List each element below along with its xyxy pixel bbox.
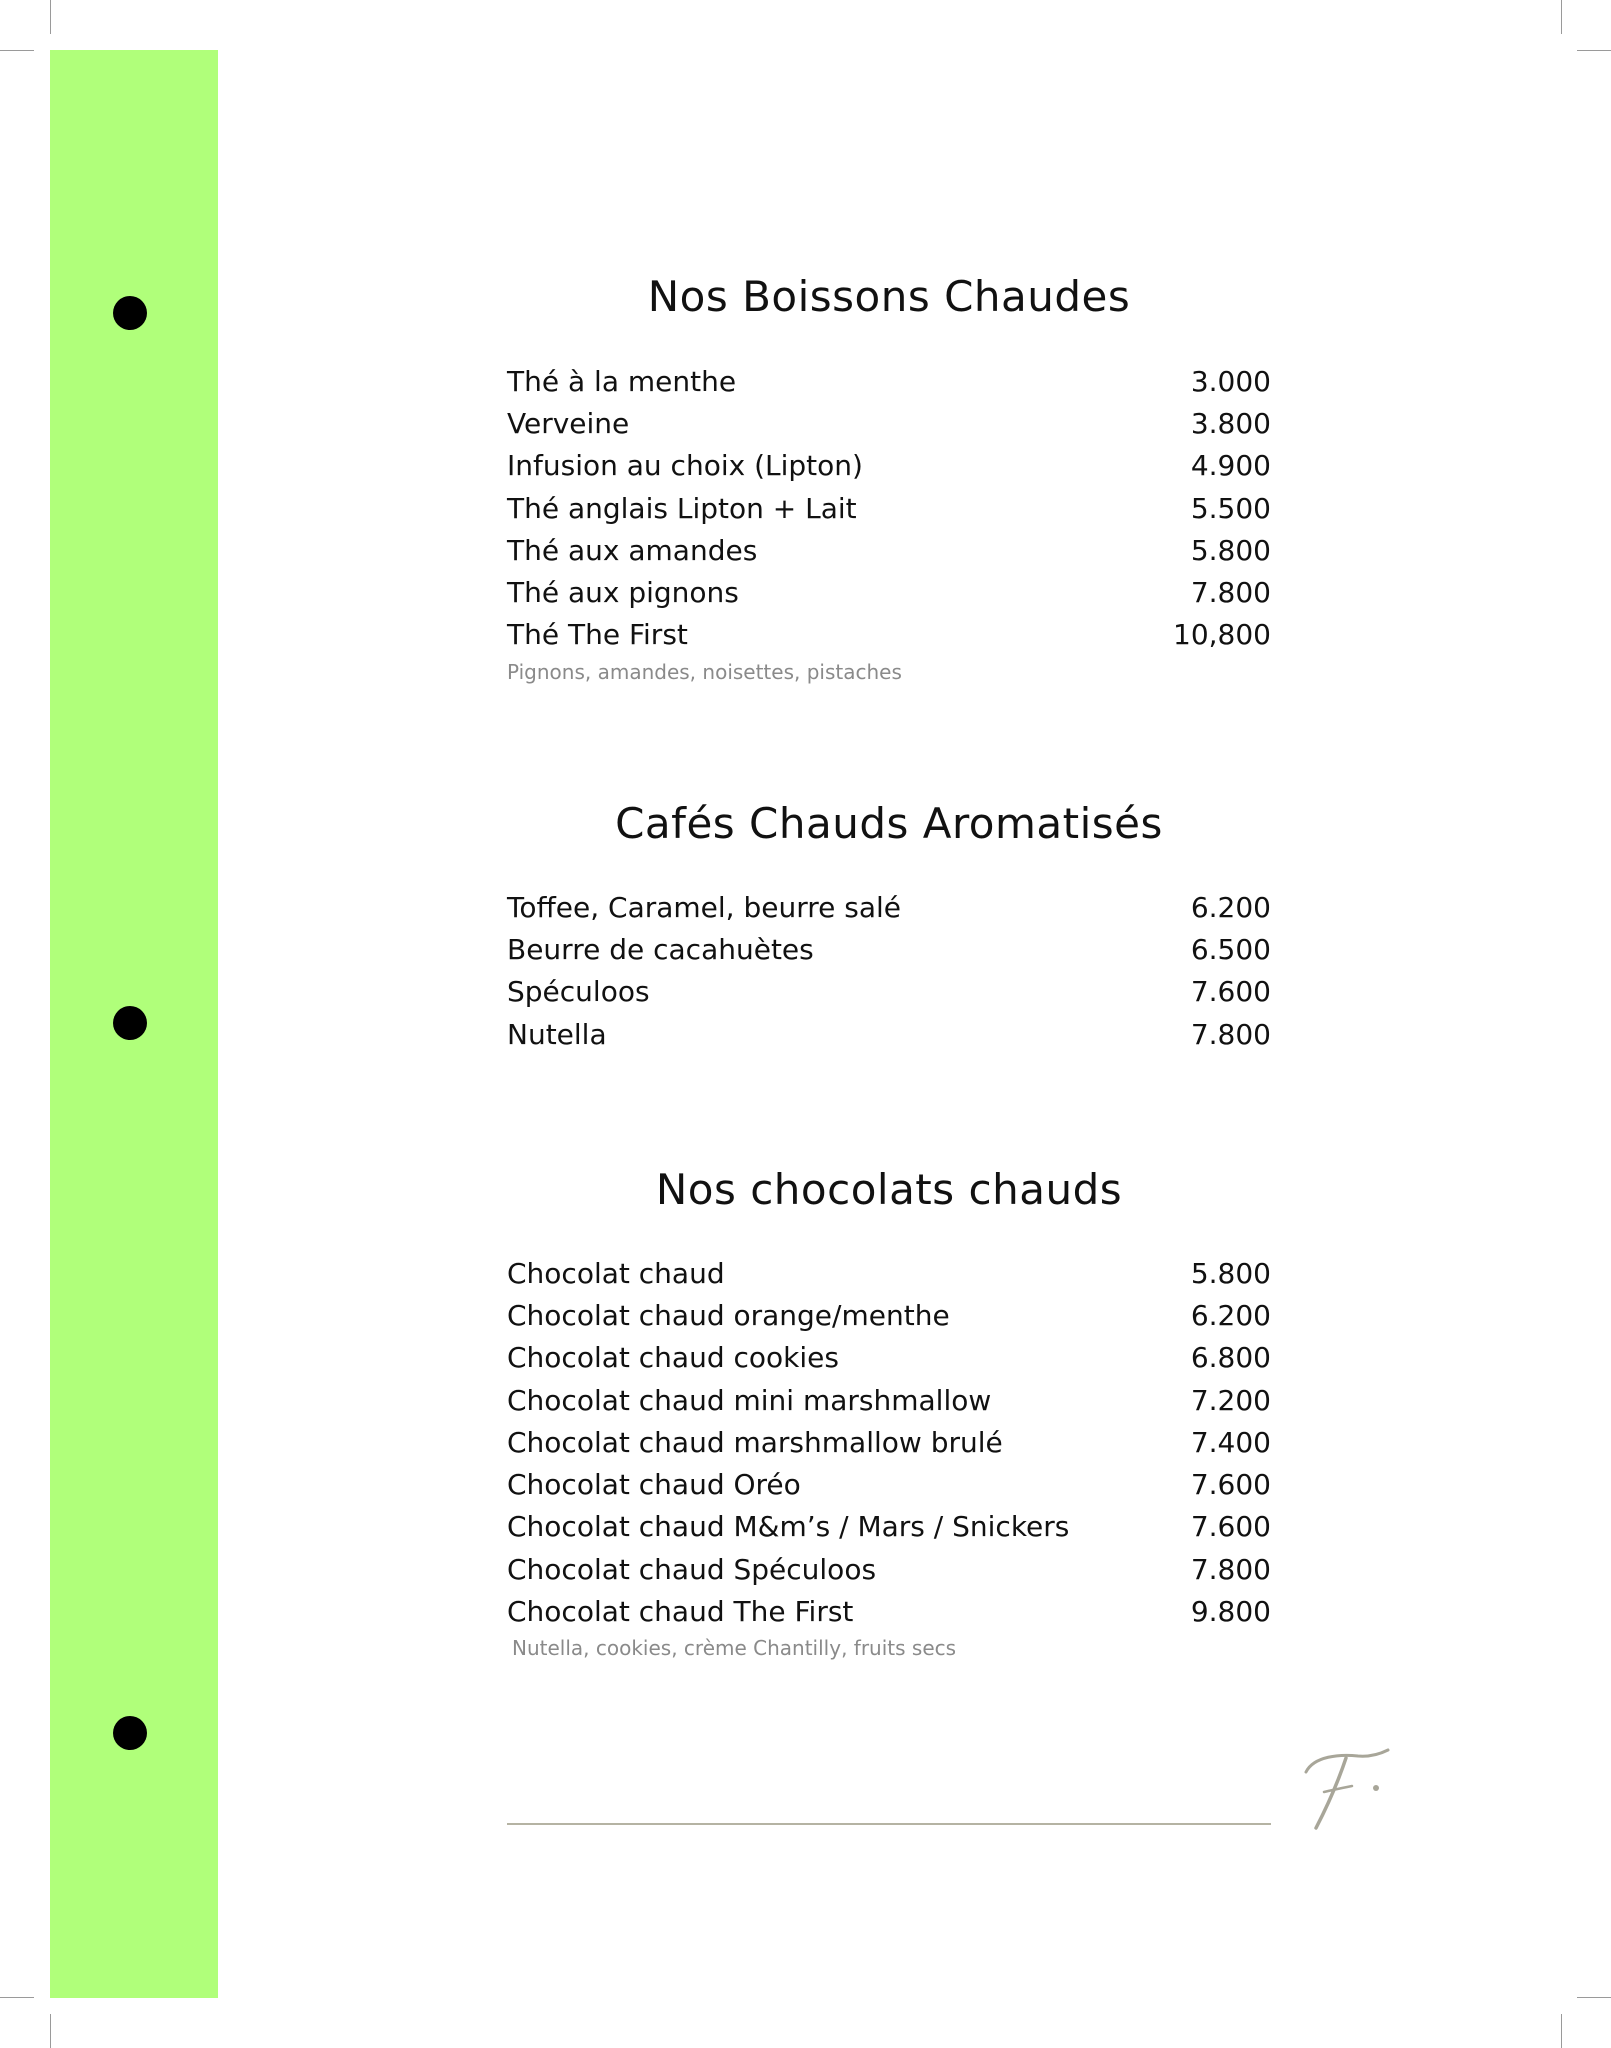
item-name: Chocolat chaud cookies xyxy=(507,1341,839,1375)
item-price: 5.500 xyxy=(1190,491,1271,525)
item-name: Thé aux pignons xyxy=(507,576,739,610)
menu-item xyxy=(507,1337,1271,1379)
item-price: 7.800 xyxy=(1190,1017,1271,1051)
menu-item xyxy=(507,1590,1271,1632)
item-price: 3.000 xyxy=(1190,364,1271,398)
item-name: Toffee, Caramel, beurre salé xyxy=(507,890,902,924)
item-price: 9.800 xyxy=(1190,1595,1271,1629)
crop-mark xyxy=(50,0,51,34)
item-name: Thé aux amandes xyxy=(507,533,758,567)
crop-mark xyxy=(0,50,34,51)
item-name: Thé The First xyxy=(507,618,688,652)
menu-list-boissons-chaudes xyxy=(507,360,1271,656)
menu-item xyxy=(507,1506,1271,1548)
menu-item xyxy=(507,1294,1271,1336)
crop-mark xyxy=(0,1997,34,1998)
item-name: Chocolat chaud mini marshmallow xyxy=(507,1383,992,1417)
crop-mark xyxy=(1561,2014,1562,2048)
item-name: Chocolat chaud M&m’s / Mars / Snickers xyxy=(507,1510,1070,1544)
item-price: 5.800 xyxy=(1190,533,1271,567)
item-price: 7.600 xyxy=(1190,975,1271,1009)
item-name: Chocolat chaud xyxy=(507,1256,725,1290)
item-name: Infusion au choix (Lipton) xyxy=(507,449,863,483)
item-price: 6.200 xyxy=(1190,1298,1271,1332)
item-name: Beurre de cacahuètes xyxy=(507,932,814,966)
menu-item xyxy=(507,886,1271,928)
menu-item xyxy=(507,1379,1271,1421)
item-price: 3.800 xyxy=(1190,406,1271,440)
item-price: 5.800 xyxy=(1190,1256,1271,1290)
item-price: 10,800 xyxy=(1173,618,1271,652)
menu-item xyxy=(507,529,1271,571)
logo-stroke-top xyxy=(1306,1750,1388,1772)
logo-stroke-stem xyxy=(1316,1758,1346,1828)
item-price: 6.500 xyxy=(1190,932,1271,966)
menu-item xyxy=(507,1013,1271,1055)
item-price: 7.400 xyxy=(1190,1425,1271,1459)
item-name: Chocolat chaud marshmallow brulé xyxy=(507,1425,1003,1459)
menu-item xyxy=(507,1548,1271,1590)
ingredients-note: Pignons, amandes, noisettes, pistaches xyxy=(507,660,902,684)
ingredients-note: Nutella, cookies, crème Chantilly, fruits secs xyxy=(512,1636,957,1660)
crop-mark xyxy=(1577,1997,1611,1998)
item-name: Nutella xyxy=(507,1017,607,1051)
section-title-boissons-chaudes: Nos Boissons Chaudes xyxy=(647,272,1131,321)
menu-item xyxy=(507,571,1271,613)
menu-item xyxy=(507,487,1271,529)
section-title-cafes-aromatises: Cafés Chauds Aromatisés xyxy=(615,799,1163,848)
item-name: Chocolat chaud The First xyxy=(507,1595,854,1629)
punch-hole xyxy=(113,296,147,330)
crop-mark xyxy=(1561,0,1562,34)
menu-item xyxy=(507,1252,1271,1294)
logo-dot xyxy=(1373,1785,1379,1791)
menu-item xyxy=(507,928,1271,970)
item-name: Chocolat chaud orange/menthe xyxy=(507,1298,950,1332)
logo-stroke-bar xyxy=(1324,1786,1352,1792)
item-name: Thé à la menthe xyxy=(507,364,737,398)
menu-item xyxy=(507,614,1271,656)
item-name: Chocolat chaud Oréo xyxy=(507,1468,801,1502)
menu-item xyxy=(507,402,1271,444)
item-price: 7.800 xyxy=(1190,576,1271,610)
section-title-chocolats-chauds: Nos chocolats chauds xyxy=(655,1165,1123,1214)
item-price: 7.200 xyxy=(1190,1383,1271,1417)
item-name: Verveine xyxy=(507,406,630,440)
menu-item xyxy=(507,971,1271,1013)
crop-mark xyxy=(1577,50,1611,51)
punch-hole xyxy=(113,1006,147,1040)
brand-logo xyxy=(1300,1746,1392,1832)
item-price: 6.800 xyxy=(1190,1341,1271,1375)
punch-hole xyxy=(113,1716,147,1750)
item-price: 7.600 xyxy=(1190,1468,1271,1502)
item-price: 7.600 xyxy=(1190,1510,1271,1544)
menu-item xyxy=(507,445,1271,487)
menu-list-chocolats-chauds xyxy=(507,1252,1271,1633)
item-price: 7.800 xyxy=(1190,1552,1271,1586)
menu-item xyxy=(507,1421,1271,1463)
item-name: Thé anglais Lipton + Lait xyxy=(507,491,857,525)
menu-item xyxy=(507,360,1271,402)
item-price: 4.900 xyxy=(1190,449,1271,483)
item-name: Spéculoos xyxy=(507,975,650,1009)
menu-list-cafes-aromatises xyxy=(507,886,1271,1055)
item-price: 6.200 xyxy=(1190,890,1271,924)
item-name: Chocolat chaud Spéculoos xyxy=(507,1552,877,1586)
footer-divider xyxy=(507,1823,1271,1825)
menu-item xyxy=(507,1463,1271,1505)
crop-mark xyxy=(50,2014,51,2048)
